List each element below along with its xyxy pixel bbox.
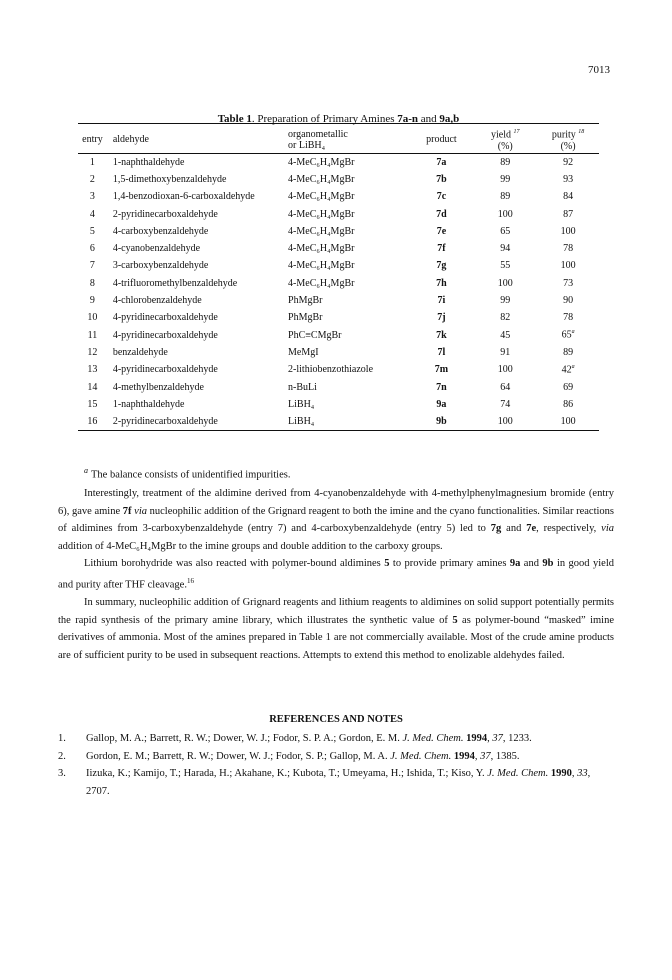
header-product: product (410, 124, 474, 154)
cell-aldehyde: 4-cyanobenzaldehyde (112, 243, 201, 255)
table-row (78, 361, 599, 378)
cell-entry: 13 (87, 364, 98, 376)
reference-text: Gallop, M. A.; Barrett, R. W.; Dower, W. J.; Fodor, S. P. A.; Gordon, E. M. J. Med. Chem. 1994, 37, 1233. (86, 733, 532, 744)
cell-purity: 86 (563, 398, 574, 410)
reference-item (58, 730, 614, 748)
table-row (78, 309, 599, 326)
cell-purity: 87 (563, 208, 574, 220)
cell-reagent: 4-MeC₆H₄MgBr (288, 191, 355, 203)
cell-aldehyde: 4-pyridinecarboxaldehyde (112, 329, 218, 341)
cell-reagent: LiBH₄ (288, 413, 409, 430)
table-row (78, 396, 599, 413)
table-header-row (78, 124, 599, 154)
cell-entry: 1 (89, 156, 95, 168)
cell-product: 7b (436, 173, 447, 185)
reference-number: 1. (58, 733, 66, 744)
cell-entry: 12 (87, 346, 98, 358)
cell-reagent: PhMgBr (288, 312, 323, 324)
cell-yield: 100 (473, 413, 537, 430)
cell-aldehyde: benzaldehyde (112, 346, 168, 358)
cell-reagent: 4-MeC₆H₄MgBr (288, 208, 355, 220)
cell-entry: 11 (87, 329, 98, 341)
header-aldehyde: aldehyde (107, 124, 288, 154)
cell-reagent: n-BuLi (288, 381, 317, 393)
cell-yield: 55 (500, 260, 511, 272)
cell-yield: 45 (500, 329, 511, 341)
cell-reagent: 4-MeC₆H₄MgBr (288, 277, 355, 289)
cell-yield: 99 (500, 173, 511, 185)
cell-reagent: PhMgBr (288, 295, 323, 307)
header-organometallic: organometallic or LiBH₄ (288, 124, 409, 154)
table-row (78, 188, 599, 205)
cell-aldehyde: 4-chlorobenzaldehyde (112, 295, 202, 307)
cell-product: 7j (437, 312, 446, 324)
cell-product: 7l (437, 346, 446, 358)
cell-yield: 94 (500, 243, 511, 255)
cell-aldehyde: 1-naphthaldehyde (112, 398, 185, 410)
cell-entry: 10 (87, 312, 98, 324)
cell-aldehyde: 4-pyridinecarboxaldehyde (112, 364, 218, 376)
header-yield: yield $^{17}$ (%) (473, 124, 537, 154)
table-row (78, 205, 599, 222)
cell-purity: 78 (563, 312, 574, 324)
table-row (78, 171, 599, 188)
references-heading: REFERENCES AND NOTES (269, 714, 403, 725)
cell-purity: 69 (563, 381, 574, 393)
cell-yield: 91 (500, 346, 511, 358)
cell-reagent: 4-MeC₆H₄MgBr (288, 173, 355, 185)
cell-purity: 89 (563, 346, 574, 358)
amine-preparation-table (78, 123, 599, 431)
cell-purity: 100 (560, 260, 576, 272)
cell-product: 7h (436, 277, 447, 289)
cell-yield: 89 (500, 156, 511, 168)
table-row (78, 154, 599, 171)
table-row (78, 223, 599, 240)
cell-reagent: MeMgI (288, 346, 319, 358)
purity-footnote-mark: a (571, 364, 575, 371)
cell-yield: 89 (500, 191, 511, 203)
cell-reagent: 4-MeC₆H₄MgBr (288, 260, 355, 272)
cell-entry: 4 (89, 208, 95, 220)
cell-purity: 100 (560, 225, 576, 237)
cell-product: 7a (436, 156, 447, 168)
cell-aldehyde: 1,5-dimethoxybenzaldehyde (112, 173, 227, 185)
cell-entry: 6 (89, 243, 95, 255)
reference-item (58, 765, 614, 800)
table-row (78, 378, 599, 395)
reference-text: Iizuka, K.; Kamijo, T.; Harada, H.; Akahane, K.; Kubota, T.; Umeyama, H.; Ishida, T.; Kiso, Y. J. Med. Chem. 1990, 33, 2707. (86, 768, 591, 797)
cell-aldehyde: 4-trifluoromethylbenzaldehyde (112, 277, 238, 289)
cell-product: 7n (436, 381, 447, 393)
cell-product: 7k (436, 329, 447, 341)
paragraph-3: In summary, nucleophilic addition of Grignard reagents and lithium reagents to aldimines on solid support potentially permits the rapid synthesis of the primary amine library, which illustrates the synthetic value of 5 as polymer-bound “masked” imine derivatives of ammonia. Most of the amines prepared in Table 1 are not commercially available. Most of the crude amine products are of sufficient purity to be used in subsequent reactions. Attempts to extend this method to enolizable aldehydes failed. (58, 597, 614, 661)
cell-reagent: PhC≡CMgBr (288, 329, 342, 341)
body-text (58, 485, 614, 664)
reference-number: 2. (58, 750, 66, 762)
table-row (78, 275, 599, 292)
table-caption-and: and (418, 113, 440, 125)
table-row (78, 292, 599, 309)
cell-product: 7m (434, 364, 449, 376)
cell-aldehyde: 2-pyridinecarboxaldehyde (112, 208, 218, 220)
cell-aldehyde: 2-pyridinecarboxaldehyde (107, 413, 288, 430)
table-row (78, 344, 599, 361)
cell-entry: 15 (87, 398, 98, 410)
paragraph-1: Interestingly, treatment of the aldimine derived from 4-cyanobenzaldehyde with 4-methylphenylmagnesium bromide (entry 6), gave amine 7f via nucleophilic addition of the Grignard reagent to both the imine and the cyano functionalities. Similar reactions of aldimines from 3-carboxybenzaldehyde (entry 7) and 4-carboxybenzaldehyde (entry 5) led to 7g and 7e, respectively, via addition of 4-MeC₆H₄MgBr to the imine groups and double addition to the carboxy groups. (58, 488, 614, 552)
table-row (78, 240, 599, 257)
cell-purity: 73 (563, 277, 574, 289)
cell-yield: 64 (500, 381, 511, 393)
cell-reagent: 4-MeC₆H₄MgBr (288, 156, 355, 168)
table-body (78, 154, 599, 431)
cell-aldehyde: 3-carboxybenzaldehyde (112, 260, 209, 272)
cell-reagent: 4-MeC₆H₄MgBr (288, 243, 355, 255)
table-row (78, 257, 599, 274)
cell-aldehyde: 1,4-benzodioxan-6-carboxaldehyde (112, 191, 255, 203)
table-caption-products-2: 9a,b (439, 113, 460, 125)
cell-purity: 65$^a$ (561, 329, 575, 341)
cell-product: 7i (437, 295, 446, 307)
cell-product: 7e (436, 225, 447, 237)
cell-yield: 100 (497, 277, 513, 289)
cell-product: 7g (436, 260, 447, 272)
cell-yield: 65 (500, 225, 511, 237)
cell-entry: 8 (89, 277, 95, 289)
cell-product: 9b (410, 413, 474, 430)
cell-product: 7d (436, 208, 447, 220)
cell-aldehyde: 4-carboxybenzaldehyde (112, 225, 209, 237)
cell-entry: 16 (78, 413, 107, 430)
table-footnote: $^a$ The balance consists of unidentified impurities. (84, 466, 291, 481)
table-row (78, 413, 599, 430)
cell-entry: 9 (89, 295, 95, 307)
cell-entry: 7 (89, 260, 95, 272)
header-purity: purity $^{18}$ (%) (537, 124, 599, 154)
cell-product: 7f (437, 243, 446, 255)
cell-purity: 42$^a$ (561, 364, 575, 376)
cell-entry: 2 (89, 173, 95, 185)
cell-aldehyde: 1-naphthaldehyde (112, 156, 185, 168)
cell-purity: 100 (537, 413, 599, 430)
cell-reagent: LiBH₄ (288, 398, 315, 410)
cell-yield: 82 (500, 312, 511, 324)
cell-purity: 93 (563, 173, 574, 185)
table-row (78, 326, 599, 343)
cell-yield: 100 (497, 208, 513, 220)
reference-number: 3. (58, 768, 66, 780)
references-list (58, 730, 614, 800)
cell-reagent: 4-MeC₆H₄MgBr (288, 225, 355, 237)
cell-entry: 5 (89, 225, 95, 237)
cell-yield: 74 (500, 398, 511, 410)
cell-aldehyde: 4-methylbenzaldehyde (112, 381, 204, 393)
cell-yield: 99 (500, 295, 511, 307)
cell-product: 7c (436, 191, 447, 203)
purity-footnote-mark: a (571, 329, 575, 336)
table-caption-label: Table 1 (217, 113, 252, 125)
cell-aldehyde: 4-pyridinecarboxaldehyde (112, 312, 218, 324)
table-caption-text: . Preparation of Primary Amines (251, 113, 398, 125)
paragraph-2: Lithium borohydride was also reacted with polymer-bound aldimines 5 to provide primary amines 9a and 9b in good yield and purity after THF cleavage.$^{16}$ (58, 558, 614, 591)
cell-purity: 78 (563, 243, 574, 255)
page-number: 7013 (588, 64, 610, 76)
cell-entry: 3 (89, 191, 95, 203)
header-entry: entry (78, 124, 107, 154)
cell-product: 9a (436, 398, 447, 410)
cell-yield: 100 (497, 364, 513, 376)
cell-purity: 92 (563, 156, 574, 168)
cell-entry: 14 (87, 381, 98, 393)
reference-text: Gordon, E. M.; Barrett, R. W.; Dower, W. J.; Fodor, S. P.; Gallop, M. A. J. Med. Chem. 1994, 37, 1385. (86, 750, 520, 762)
reference-item (58, 748, 614, 766)
cell-reagent: 2-lithiobenzothiazole (288, 364, 374, 376)
table-caption-products: 7a-n (397, 113, 419, 125)
cell-purity: 84 (563, 191, 574, 203)
cell-purity: 90 (563, 295, 574, 307)
